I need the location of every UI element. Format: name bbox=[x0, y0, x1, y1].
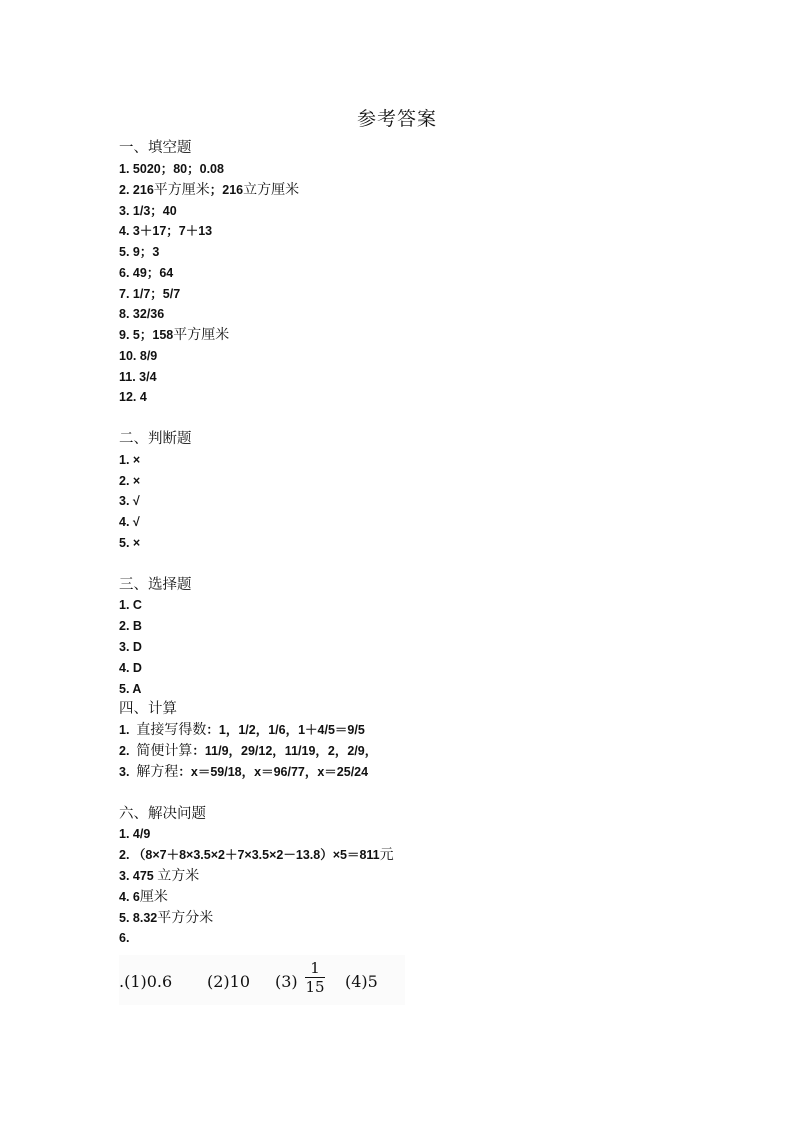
answer-part-2: (2)10 bbox=[207, 972, 251, 991]
list-item: 1. C bbox=[119, 598, 142, 612]
list-item: 1. 5020；80；0.08 bbox=[119, 162, 224, 176]
fraction-numerator: 1 bbox=[310, 959, 320, 977]
list-item: 4. 6厘米 bbox=[119, 889, 168, 905]
scanned-answer-image bbox=[119, 955, 405, 1005]
list-item: 6. bbox=[119, 931, 130, 945]
list-item: 1. 4/9 bbox=[119, 827, 151, 841]
list-item: 4. D bbox=[119, 661, 142, 675]
list-item: 2. 简便计算：11/9，29/12，11/19，2，2/9， bbox=[119, 743, 378, 759]
list-item: 12. 4 bbox=[119, 390, 147, 404]
list-item: 8. 32/36 bbox=[119, 307, 165, 321]
fraction-denominator: 15 bbox=[305, 978, 325, 996]
list-item: 7. 1/7；5/7 bbox=[119, 287, 181, 301]
answer-part-4: (4)5 bbox=[345, 972, 378, 991]
list-item: 5. × bbox=[119, 536, 141, 550]
list-item: 3. D bbox=[119, 640, 142, 654]
section3-heading: 三、选择题 bbox=[119, 577, 192, 593]
list-item: 6. 49；64 bbox=[119, 266, 174, 280]
list-item: 5. A bbox=[119, 682, 142, 696]
page-title: 参考答案 bbox=[356, 108, 437, 130]
list-item: 5. 8.32平方分米 bbox=[119, 910, 214, 926]
list-item: 3. 解方程：x＝59/18，x＝96/77，x＝25/24 bbox=[119, 764, 369, 780]
list-item: 1. × bbox=[119, 453, 141, 467]
list-item: 3. √ bbox=[119, 494, 140, 508]
fraction bbox=[305, 959, 325, 996]
list-item: 2. B bbox=[119, 619, 142, 633]
section1-heading: 一、填空题 bbox=[119, 140, 192, 156]
section6-heading: 六、解决问题 bbox=[119, 806, 206, 822]
list-item: 11. 3/4 bbox=[119, 370, 157, 384]
section4-heading: 四、计算 bbox=[119, 701, 177, 717]
list-item: 9. 5；158平方厘米 bbox=[119, 327, 230, 343]
answer-part-1: .(1)0.6 bbox=[119, 972, 173, 991]
list-item: 4. √ bbox=[119, 515, 140, 529]
list-item: 2. × bbox=[119, 474, 141, 488]
section2-heading: 二、判断题 bbox=[119, 431, 192, 447]
list-item: 3. 475 立方米 bbox=[119, 868, 200, 884]
list-item: 5. 9；3 bbox=[119, 245, 160, 259]
list-item: 3. 1/3；40 bbox=[119, 204, 177, 218]
list-item: 2. 216平方厘米；216立方厘米 bbox=[119, 182, 300, 198]
list-item: 10. 8/9 bbox=[119, 349, 158, 363]
list-item: 2. （8×7＋8×3.5×2＋7×3.5×2－13.8）×5＝811元 bbox=[119, 847, 394, 863]
answer-part-3: (3) bbox=[275, 972, 298, 991]
list-item: 4. 3＋17；7＋13 bbox=[119, 224, 213, 238]
list-item: 1. 直接写得数：1，1/2，1/6，1＋4/5＝9/5 bbox=[119, 722, 365, 738]
